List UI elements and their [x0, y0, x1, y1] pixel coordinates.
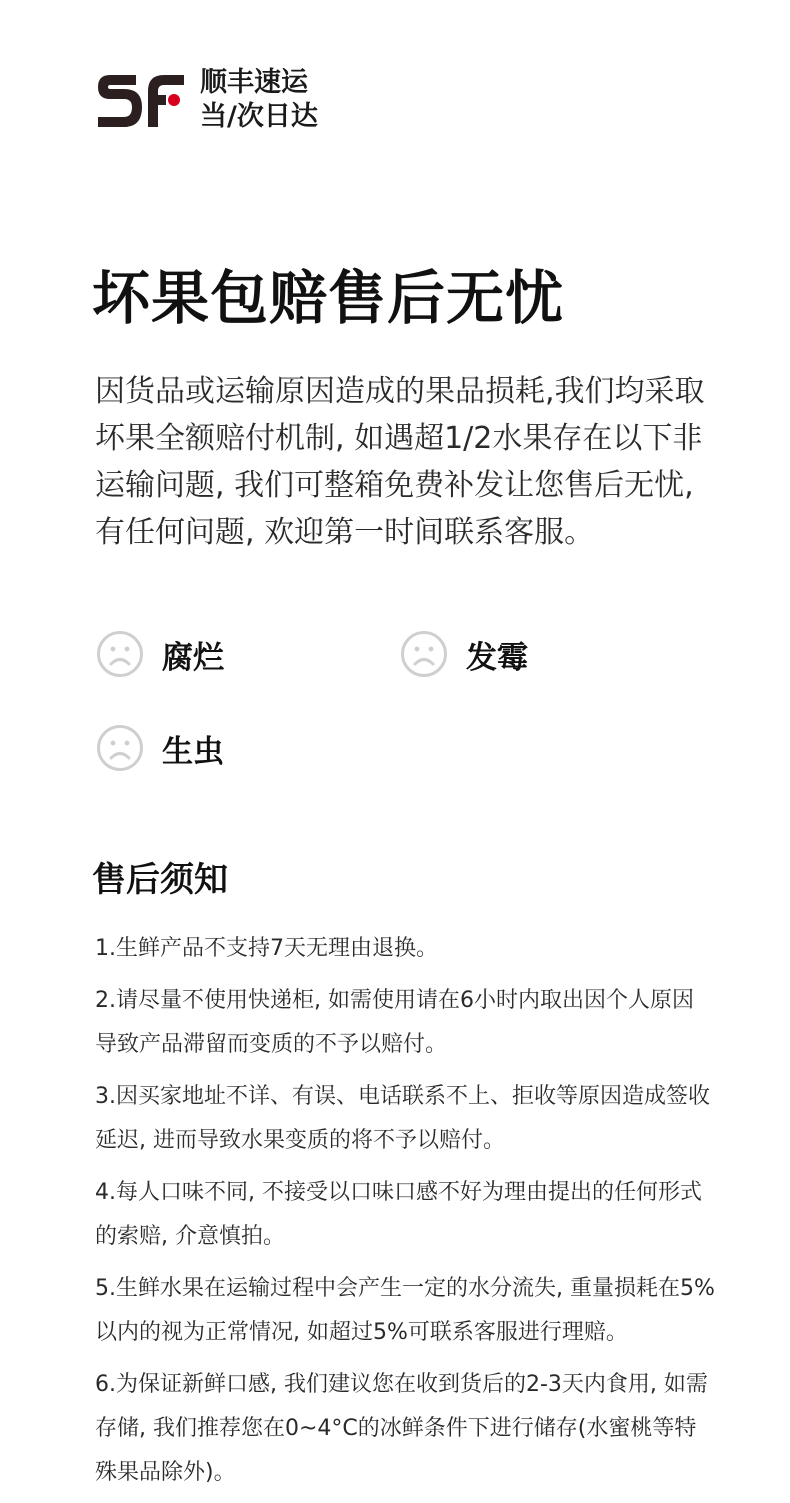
after-sales-notice-list: [95, 927, 715, 1503]
notice-item: 6.为保证新鲜口感, 我们建议您在收到货后的2-3天内食用, 如需存储, 我们推荐您在0~4°C的冰鲜条件下进行储存(水蜜桃等特殊果品除外)。: [95, 1372, 708, 1485]
notice-item: 5.生鲜水果在运输过程中会产生一定的水分流失, 重量损耗在5%以内的视为正常情况, 如超过5%可联系客服进行理赔。: [95, 1276, 715, 1345]
notice-item: 4.每人口味不同, 不接受以口味口感不好为理由提出的任何形式的索赔, 介意慎拍。: [95, 1180, 702, 1249]
issue-item-rot: [96, 630, 224, 678]
notice-item: 2.请尽量不使用快递柜, 如需使用请在6小时内取出因个人原因导致产品滞留而变质的不予以赔付。: [95, 988, 694, 1057]
issue-label: 生虫: [162, 733, 224, 770]
brand-slogan: 当/次日达: [200, 101, 318, 132]
sad-face-icon: [400, 630, 448, 678]
intro-paragraph: 因货品或运输原因造成的果品损耗,我们均采取坏果全额赔付机制, 如遇超1/2水果存在以下非运输问题, 我们可整箱免费补发让您售后无忧, 有任何问题, 欢迎第一时间联系客服。: [95, 374, 705, 550]
after-sales-notice-title: 售后须知: [92, 860, 228, 900]
sad-face-icon: [96, 630, 144, 678]
brand-text: [200, 66, 318, 134]
sad-face-icon: [96, 724, 144, 772]
issue-label: 腐烂: [162, 639, 224, 676]
issue-label: 发霉: [466, 639, 528, 676]
issue-item-insects: [96, 724, 224, 772]
sf-express-logo: [96, 66, 318, 134]
sf-logo-icon: [96, 67, 186, 133]
brand-name: 顺丰速运: [200, 67, 308, 98]
issue-item-mold: [400, 630, 528, 678]
notice-item: 1.生鲜产品不支持7天无理由退换。: [95, 936, 438, 961]
notice-item: 3.因买家地址不详、有误、电话联系不上、拒收等原因造成签收延迟, 进而导致水果变质的将不予以赔付。: [95, 1084, 710, 1153]
page-headline: 坏果包赔售后无忧: [92, 264, 565, 332]
